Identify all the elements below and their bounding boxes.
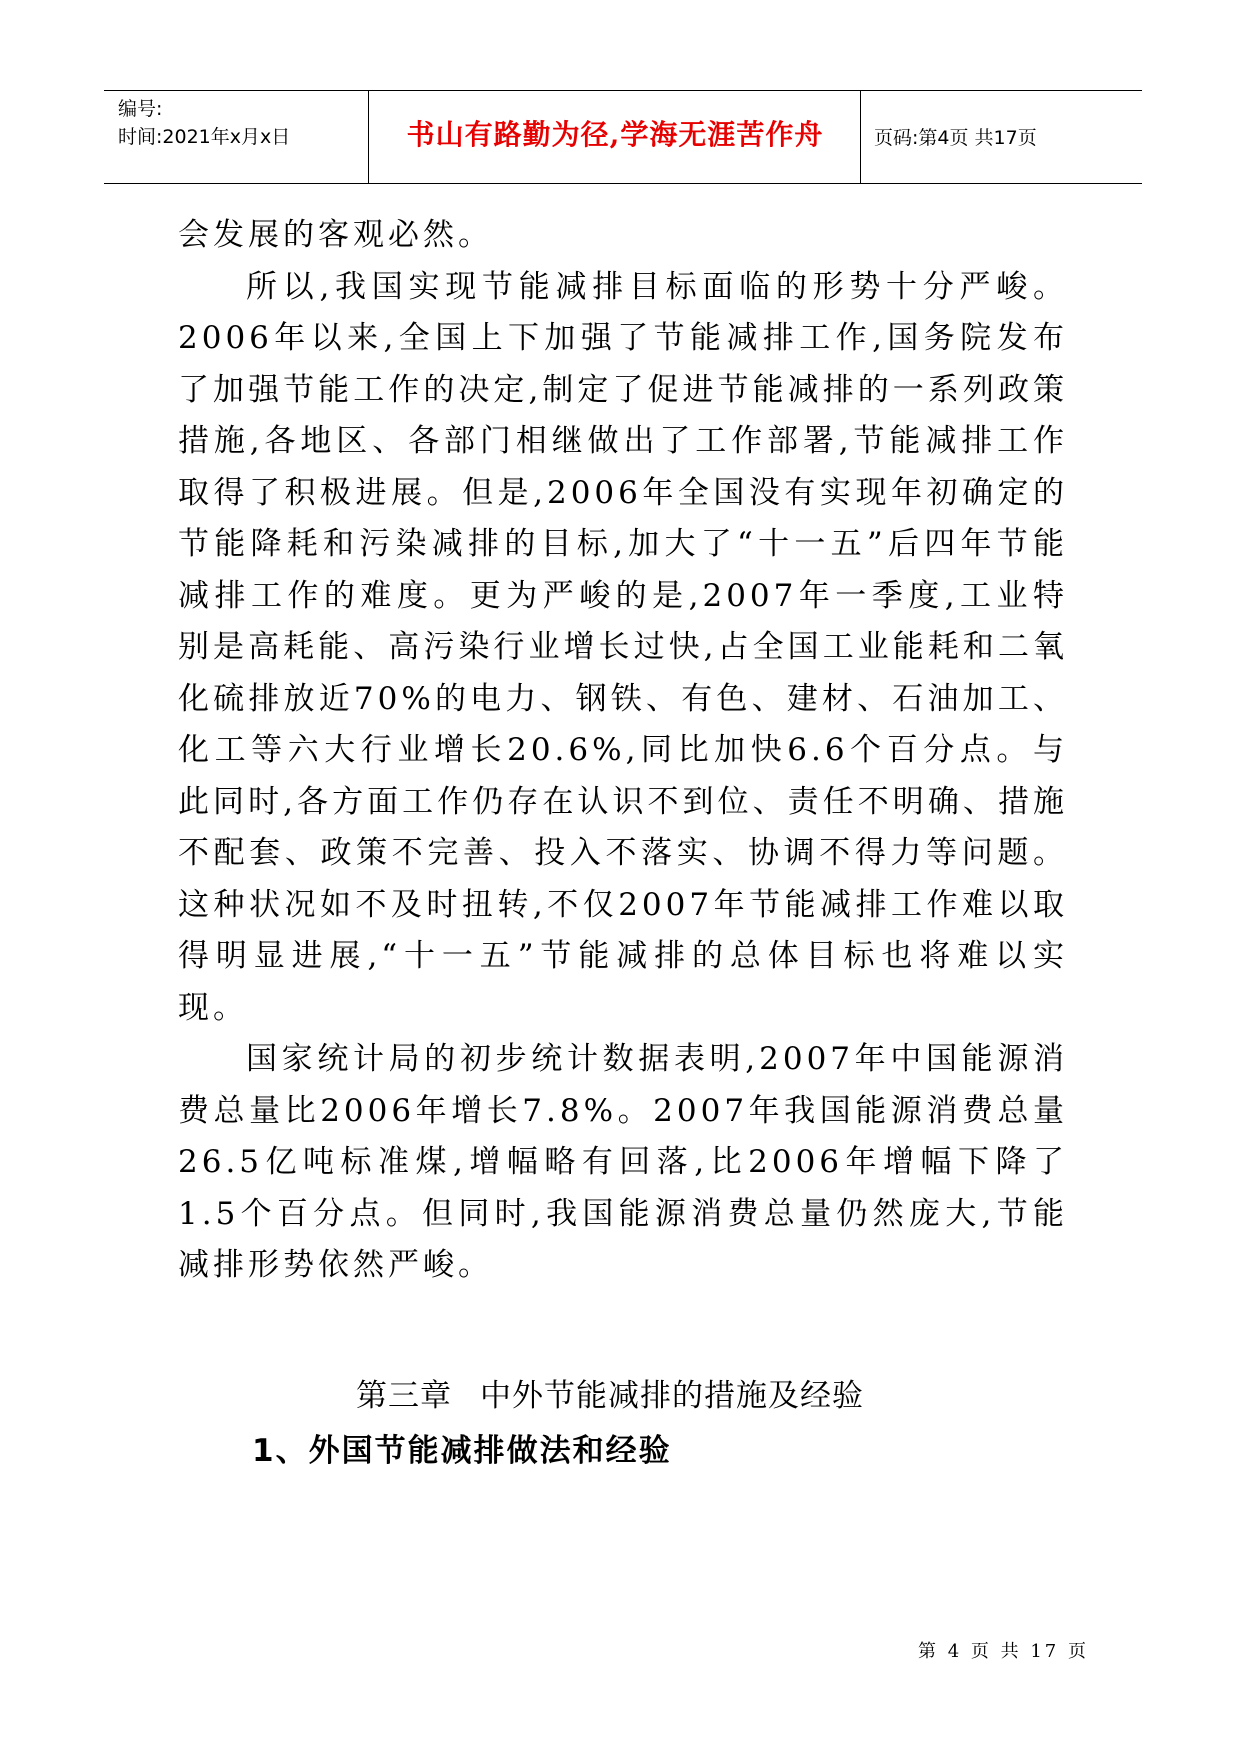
paragraph: 所以,我国实现节能减排目标面临的形势十分严峻。2006年以来,全国上下加强了节能减排工作,国务院发布了加强节能工作的决定,制定了促进节能减排的一系列政策措施,各地区、各部门相继做出了工作部署,节能减排工作取得了积极进展。但是,2006年全国没有实现年初确定的节能降耗和污染减排的目标,加大了“十一五”后四年节能减排工作的难度。更为严峻的是,2007年一季度,工业特别是高耗能、高污染行业增长过快,占全国工业能耗和二氧化硫排放近70%的电力、钢铁、有色、建材、石油加工、化工等六大行业增长20.6%,同比加快6.6个百分点。与此同时,各方面工作仍存在认识不到位、责任不明确、措施不配套、政策不完善、投入不落实、协调不得力等问题。这种状况如不及时扭转,不仅2007年节能减排工作难以取得明显进展,“十一五”节能减排的总体目标也将难以实现。 (178, 268, 1068, 1026)
header-divider (860, 91, 861, 183)
document-body (178, 210, 1068, 1292)
paragraph: 国家统计局的初步统计数据表明,2007年中国能源消费总量比2006年增长7.8%。2007年我国能源消费总量26.5亿吨标准煤,增幅略有回落,比2006年增幅下降了1.5个百分点。但同时,我国能源消费总量仍然庞大,节能减排形势依然严峻。 (178, 1041, 1068, 1283)
header-meta (118, 95, 290, 151)
header-page-info: 页码:第4页 共17页 (874, 127, 1037, 149)
document-time-label: 时间:2021年x月x日 (118, 126, 291, 148)
document-number-label: 编号: (118, 98, 163, 120)
document-header (104, 90, 1142, 184)
header-divider (368, 91, 369, 183)
paragraph: 会发展的客观必然。 (178, 217, 493, 253)
chapter-heading (356, 1370, 864, 1415)
header-motto: 书山有路勤为径,学海无涯苦作舟 (406, 118, 824, 151)
chapter-number: 第三章 (356, 1378, 452, 1414)
chapter-title: 中外节能减排的措施及经验 (480, 1378, 864, 1414)
section-heading: 1、外国节能减排做法和经验 (252, 1433, 672, 1469)
page-footer: 第 4 页 共 17 页 (918, 1641, 1089, 1662)
